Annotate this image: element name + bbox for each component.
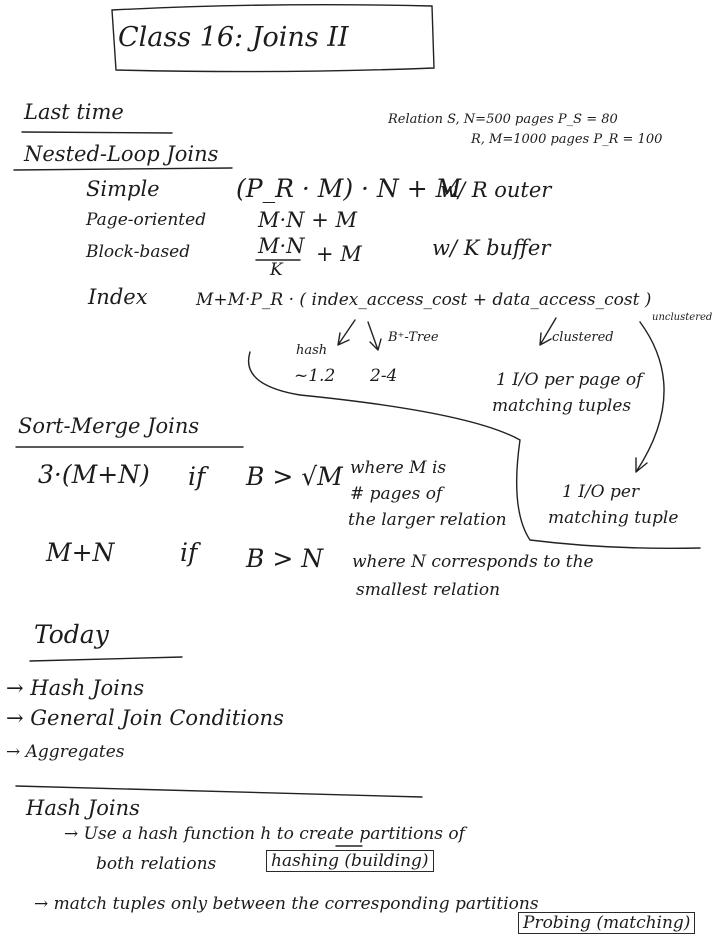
sm-case1-where-line2: # pages of bbox=[350, 484, 443, 504]
hash-joins-bullet1-line1: → Use a hash function h to create partitions of bbox=[64, 824, 465, 844]
row-block-based-note: w/ K buffer bbox=[432, 236, 551, 260]
probing-matching-box: Probing (matching) bbox=[518, 912, 695, 934]
row-block-based-numerator: M·N bbox=[258, 234, 305, 258]
sm-case1-condition: B > √M bbox=[246, 462, 343, 491]
btree-arrow bbox=[368, 322, 381, 350]
relation-r-line: R, M=1000 pages P_R = 100 bbox=[471, 132, 663, 147]
last-time-heading: Last time bbox=[24, 100, 124, 124]
sm-case1-where-line3: the larger relation bbox=[348, 510, 507, 530]
row-block-based-tail: + M bbox=[316, 242, 362, 266]
sm-case2-where-line1: where N corresponds to the bbox=[352, 552, 594, 572]
unclustered-label: unclustered bbox=[652, 312, 713, 323]
sort-merge-heading: Sort-Merge Joins bbox=[18, 414, 200, 438]
row-block-based-name: Block-based bbox=[86, 242, 191, 262]
nlj-heading: Nested-Loop Joins bbox=[24, 142, 219, 166]
sm-case2-condition: B > N bbox=[246, 544, 324, 573]
hash-arrow bbox=[338, 320, 355, 345]
sm-case1-cost: 3·(M+N) bbox=[38, 460, 150, 489]
today-heading: Today bbox=[34, 620, 109, 649]
today-underline bbox=[30, 657, 182, 661]
nlj-underline bbox=[14, 168, 232, 170]
hash-label: hash bbox=[296, 343, 328, 358]
hashing-building-box: hashing (building) bbox=[266, 850, 434, 872]
hash-joins-heading: Hash Joins bbox=[26, 796, 140, 820]
unclustered-arrow bbox=[636, 322, 664, 472]
sm-case2-cost: M+N bbox=[46, 538, 115, 567]
row-index-name: Index bbox=[88, 285, 148, 309]
hash-cost: ~1.2 bbox=[294, 366, 336, 386]
clustered-cost-line1: 1 I/O per page of bbox=[496, 370, 643, 390]
hash-joins-bullet2: → match tuples only between the corresponding partitions bbox=[34, 894, 539, 914]
btree-label: B⁺-Tree bbox=[388, 330, 439, 345]
today-item-hash-joins: → Hash Joins bbox=[6, 676, 145, 700]
row-simple-cost: (P_R · M) · N + M bbox=[236, 174, 462, 203]
hash-joins-bullet1-line2: both relations bbox=[96, 854, 217, 874]
last-time-underline bbox=[22, 132, 172, 133]
page-title: Class 16: Joins II bbox=[118, 22, 349, 53]
row-block-based-denominator: K bbox=[270, 260, 283, 280]
sm-case2-if: if bbox=[180, 538, 198, 567]
unclustered-cost-line1: 1 I/O per bbox=[562, 482, 640, 502]
btree-cost: 2-4 bbox=[370, 366, 398, 386]
row-simple-note: w/ R outer bbox=[440, 178, 552, 202]
unclustered-cost-line2: matching tuple bbox=[548, 508, 679, 528]
clustered-label: clustered bbox=[552, 330, 614, 345]
today-item-general-join: → General Join Conditions bbox=[6, 706, 284, 730]
row-simple-name: Simple bbox=[86, 177, 160, 201]
sm-case1-if: if bbox=[188, 462, 206, 491]
today-item-aggregates: → Aggregates bbox=[6, 742, 125, 762]
sm-case2-where-line2: smallest relation bbox=[356, 580, 501, 600]
row-index-cost: M+M·P_R · ( index_access_cost + data_access_cost ) bbox=[196, 290, 652, 310]
row-page-oriented-cost: M·N + M bbox=[258, 208, 358, 232]
row-page-oriented-name: Page-oriented bbox=[86, 210, 207, 230]
clustered-cost-line2: matching tuples bbox=[492, 396, 632, 416]
relation-s-line: Relation S, N=500 pages P_S = 80 bbox=[388, 112, 618, 127]
sm-case1-where-line1: where M is bbox=[350, 458, 447, 478]
